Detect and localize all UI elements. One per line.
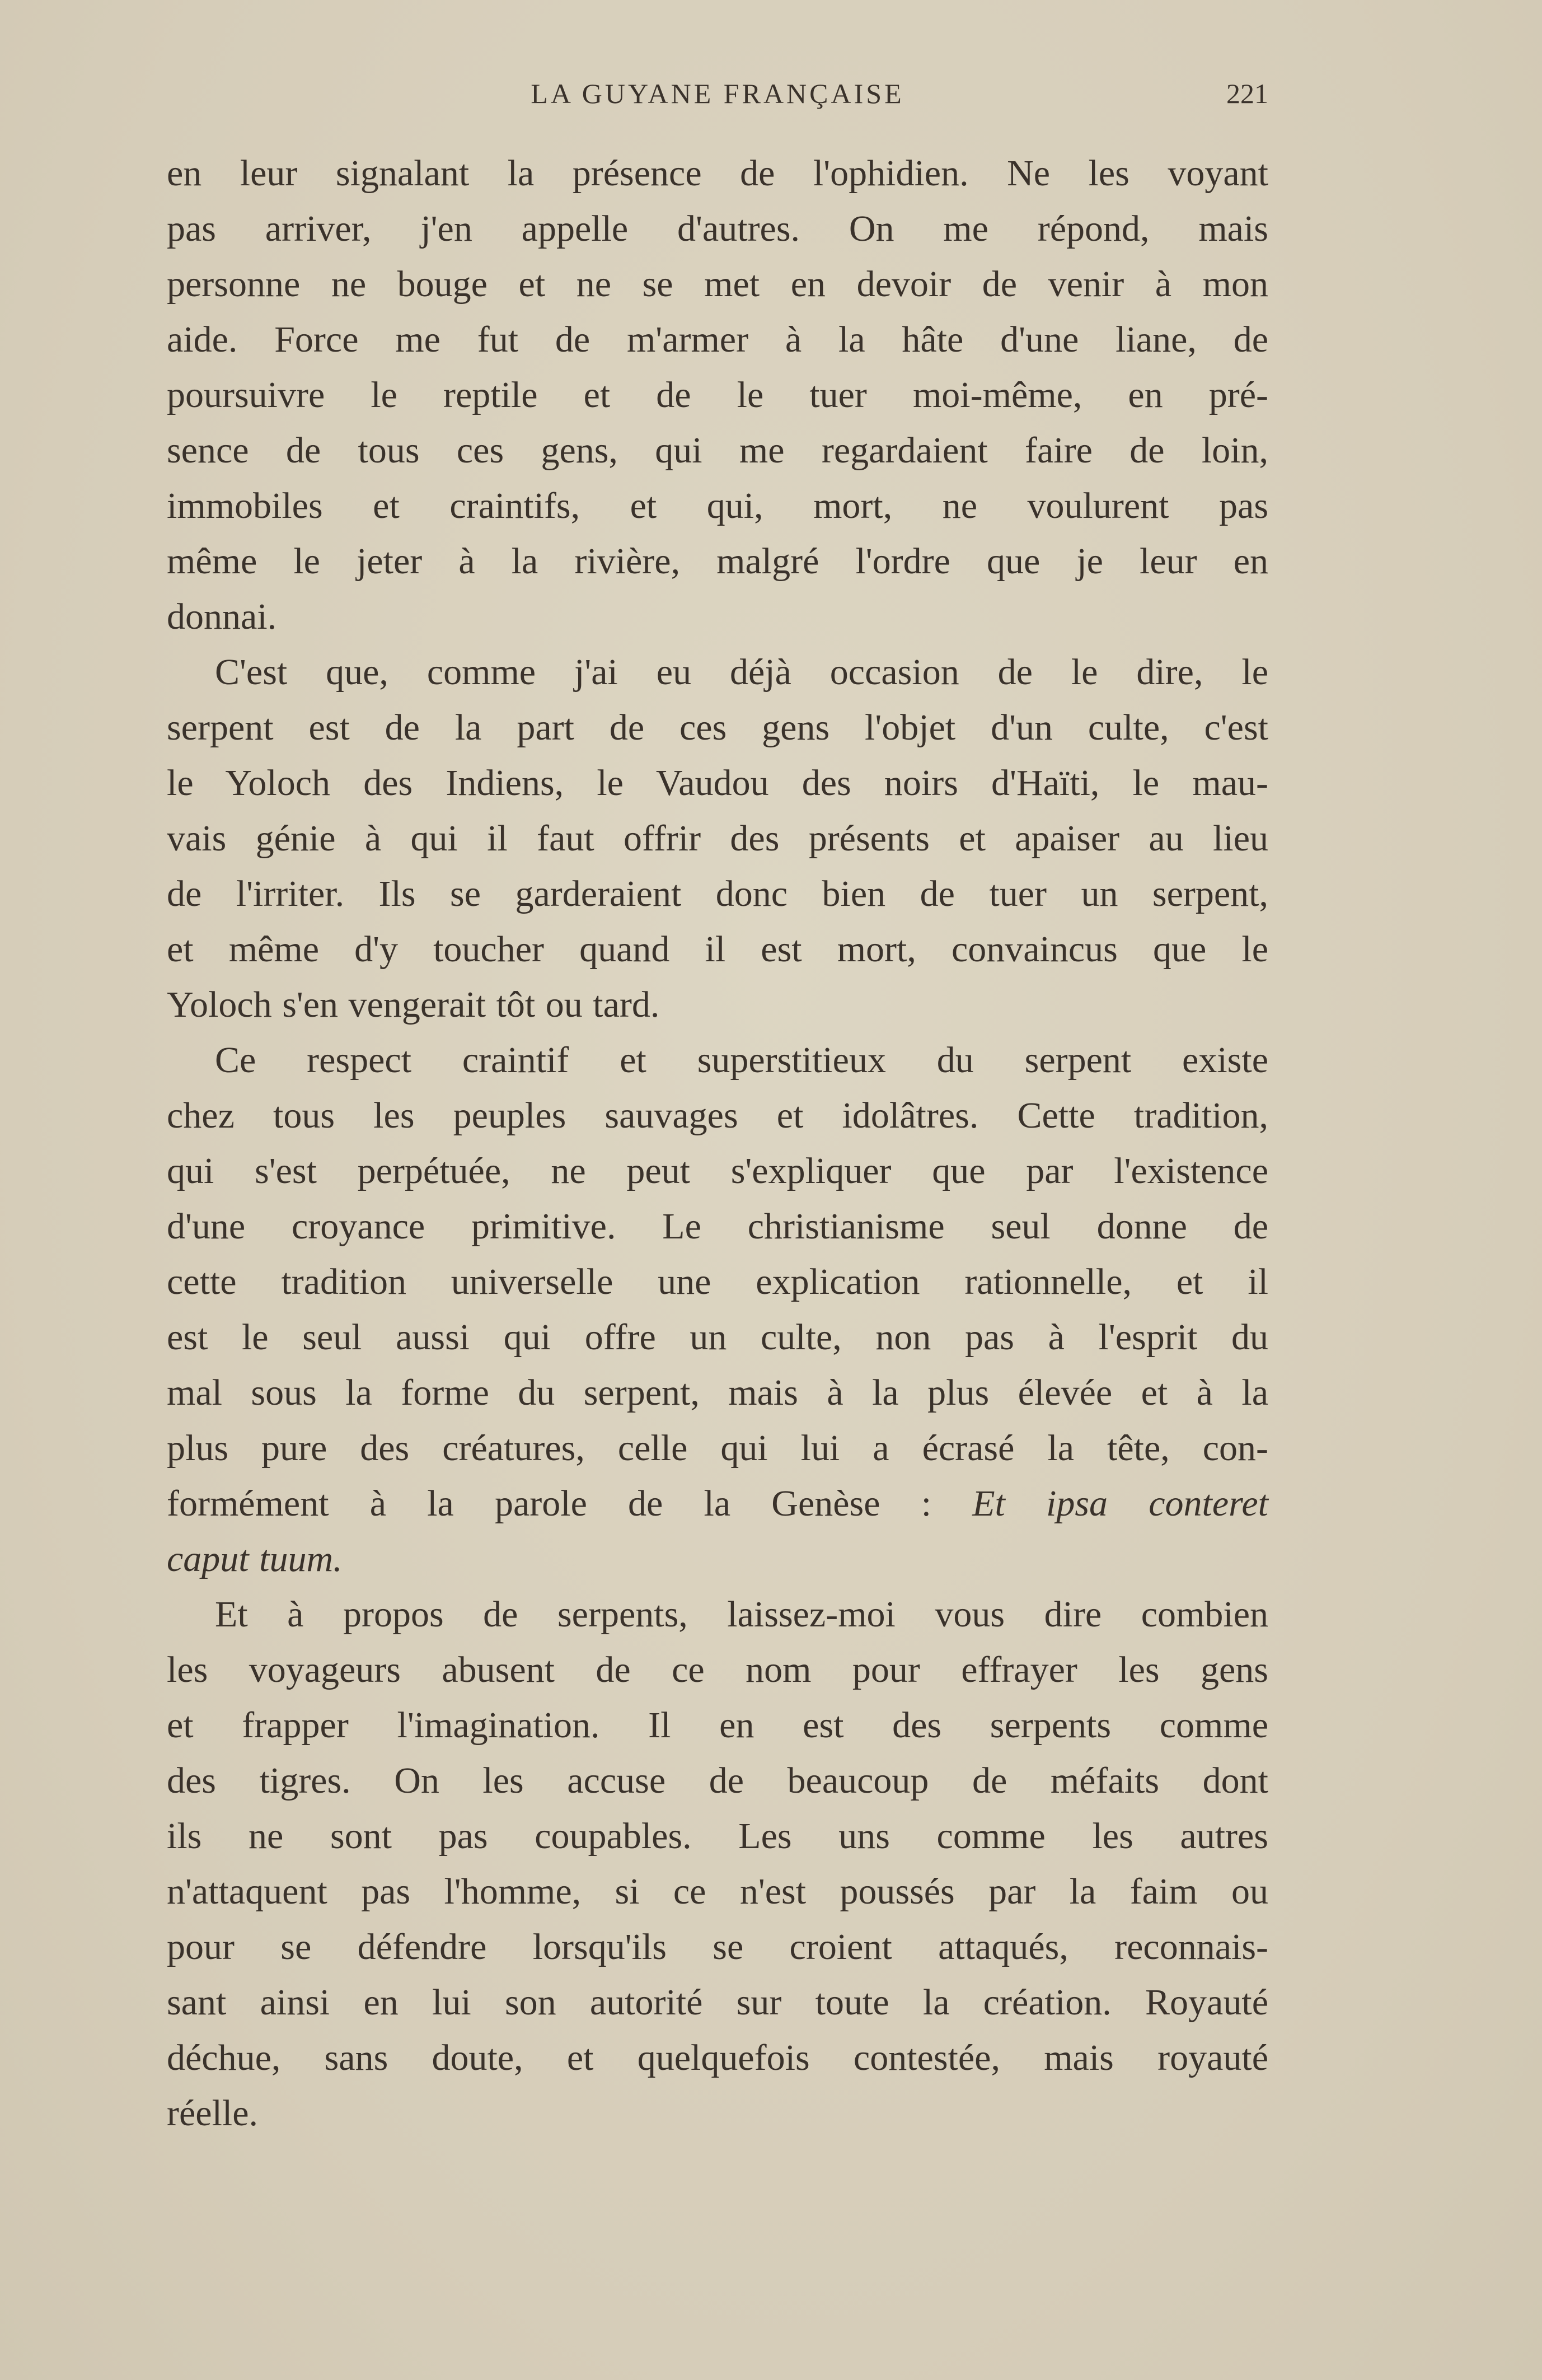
text-line: vais génie à qui il faut offrir des présents et apaiser au lieu (167, 818, 1268, 859)
text-line (167, 1476, 1268, 1531)
text-line: serpent est de la part de ces gens l'objet d'un culte, c'est (167, 707, 1268, 748)
text-line: Yoloch s'en vengerait tôt ou tard. (167, 984, 660, 1025)
text-line: est le seul aussi qui offre un culte, non pas à l'esprit du (167, 1317, 1268, 1358)
text-line: personne ne bouge et ne se met en devoir de venir à mon (167, 264, 1268, 305)
text-line: chez tous les peuples sauvages et idolâtres. Cette tradition, (167, 1095, 1268, 1136)
text-line: mal sous la forme du serpent, mais à la plus élevée et à la (167, 1372, 1268, 1413)
text-line: pour se défendre lorsqu'ils se croient attaqués, reconnais- (167, 1927, 1268, 1967)
text-line: poursuivre le reptile et de le tuer moi-même, en pré- (167, 375, 1268, 415)
text-line: en leur signalant la présence de l'ophidien. Ne les voyant (167, 153, 1268, 194)
text-line: les voyageurs abusent de ce nom pour effrayer les gens (167, 1649, 1268, 1690)
text-line: le Yoloch des Indiens, le Vaudou des noirs d'Haïti, le mau- (167, 763, 1268, 803)
text-line: réelle. (167, 2093, 259, 2134)
paragraph (167, 1032, 1268, 1587)
paragraph (167, 1587, 1268, 2141)
text-line: sant ainsi en lui son autorité sur toute la création. Royauté (167, 1982, 1268, 2023)
running-title: LA GUYANE FRANÇAISE (531, 78, 904, 109)
text-line: d'une croyance primitive. Le christianisme seul donne de (167, 1206, 1268, 1247)
running-head (167, 77, 1268, 116)
text-line: C'est que, comme j'ai eu déjà occasion de le dire, le (215, 652, 1268, 693)
italic-quotation: Et ipsa conteret (972, 1483, 1268, 1524)
text-line: même le jeter à la rivière, malgré l'ordre que je leur en (167, 541, 1268, 582)
text-line: déchue, sans doute, et quelquefois contestée, mais royauté (167, 2037, 1268, 2078)
text-line: pas arriver, j'en appelle d'autres. On me répond, mais (167, 208, 1268, 249)
text-line: Et à propos de serpents, laissez-moi vous dire combien (215, 1594, 1268, 1635)
roman-text: formément à la parole de la Genèse : (167, 1483, 973, 1524)
text-line: immobiles et craintifs, et qui, mort, ne voulurent pas (167, 485, 1268, 526)
text-line: qui s'est perpétuée, ne peut s'expliquer que par l'existence (167, 1151, 1268, 1191)
text-line: n'attaquent pas l'homme, si ce n'est poussés par la faim ou (167, 1871, 1268, 1912)
text-line: des tigres. On les accuse de beaucoup de méfaits dont (167, 1760, 1268, 1801)
text-line: et frapper l'imagination. Il en est des serpents comme (167, 1705, 1268, 1746)
text-line: donnai. (167, 596, 277, 637)
body-text (167, 146, 1268, 2141)
text-line: de l'irriter. Ils se garderaient donc bien de tuer un serpent, (167, 873, 1268, 914)
paragraph (167, 644, 1268, 1032)
paragraph (167, 146, 1268, 644)
page-number: 221 (1226, 78, 1268, 109)
text-line: ils ne sont pas coupables. Les uns comme les autres (167, 1816, 1268, 1857)
text-line: et même d'y toucher quand il est mort, convaincus que le (167, 929, 1268, 970)
text-line: Ce respect craintif et superstitieux du serpent existe (215, 1040, 1268, 1081)
text-line: sence de tous ces gens, qui me regardaient faire de loin, (167, 430, 1268, 471)
text-line (167, 1531, 1268, 1587)
text-line: aide. Force me fut de m'armer à la hâte d'une liane, de (167, 319, 1268, 360)
text-line: cette tradition universelle une explication rationnelle, et il (167, 1261, 1268, 1302)
text-line: plus pure des créatures, celle qui lui a écrasé la tête, con- (167, 1428, 1268, 1469)
italic-quotation: caput tuum. (167, 1539, 343, 1579)
